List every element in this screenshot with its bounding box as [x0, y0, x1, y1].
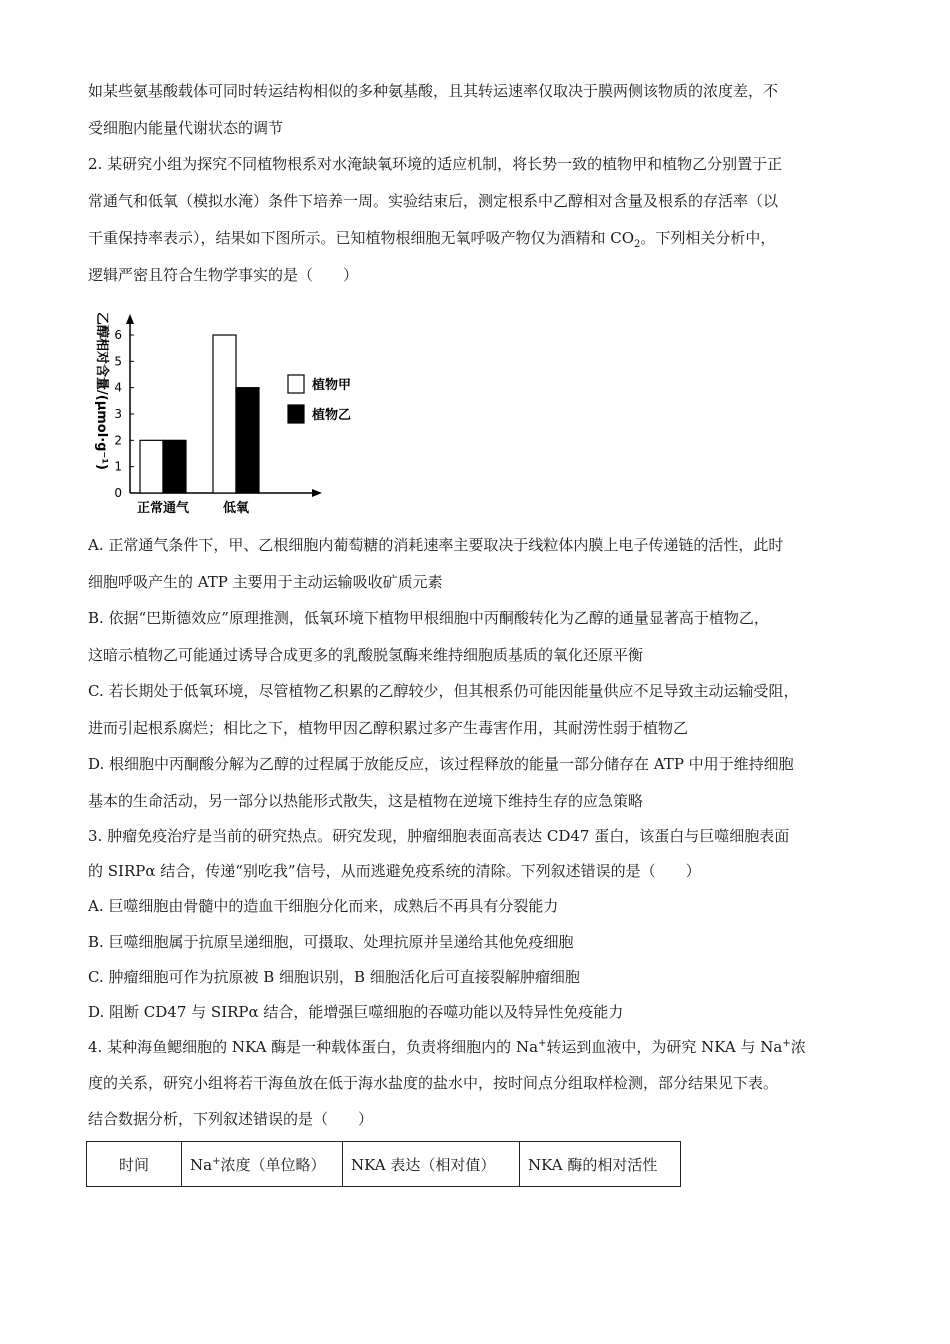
legend-label: 植物甲: [312, 378, 352, 393]
bar-plant-a: [140, 440, 163, 493]
category-label: 低氧: [222, 501, 250, 516]
bar-plant-a: [213, 335, 236, 493]
chart-legend: [288, 375, 351, 423]
q2-option-d-line-1: D. 根细胞中丙酮酸分解为乙醇的过程属于放能反应，该过程释放的能量一部分储存在 ATP 中用于维持细胞: [88, 755, 794, 773]
chart-category-labels: [137, 500, 250, 516]
table-header-na-concentration: Na+浓度（单位略）: [182, 1142, 343, 1187]
q1-tail-line-1: 如某些氨基酸载体可同时转运结构相似的多种氨基酸，且其转运速率仅取决于膜两侧该物质的浓度差，不: [88, 82, 779, 100]
q4-stem-line-2: 度的关系，研究小组将若干海鱼放在低于海水盐度的盐水中，按时间点分组取样检测，部分结果见下表。: [88, 1074, 779, 1092]
y-tick-label: 5: [114, 354, 122, 369]
y-tick-label: 4: [114, 380, 122, 395]
y-tick-label: 2: [114, 433, 122, 448]
q3-stem-line-1: 3. 肿瘤免疫治疗是当前的研究热点。研究发现，肿瘤细胞表面高表达 CD47 蛋白，该蛋白与巨噬细胞表面: [88, 827, 790, 845]
q2-stem-line-4: 逻辑严密且符合生物学事实的是（ ）: [88, 266, 359, 284]
q2-option-b-line-2: 这暗示植物乙可能通过诱导合成更多的乳酸脱氢酶来维持细胞质基质的氧化还原平衡: [88, 646, 644, 664]
q2-option-b-line-1: B. 依据“巴斯德效应”原理推测，低氧环境下植物甲根细胞中丙酮酸转化为乙醇的通量显著高于植物乙，: [88, 609, 769, 627]
table-header-nka-expression: NKA 表达（相对值）: [343, 1142, 520, 1187]
y-tick-label: 6: [114, 328, 122, 342]
q2-option-d-line-2: 基本的生命活动，另一部分以热能形式散失，这是植物在逆境下维持生存的应急策略: [88, 792, 644, 810]
table-header-nka-activity: NKA 酶的相对活性: [520, 1142, 681, 1187]
bar-plant-b: [236, 388, 259, 493]
chart-bars: [140, 335, 259, 493]
bar-plant-b: [163, 440, 186, 493]
legend-label: 植物乙: [312, 408, 352, 423]
category-label: 正常通气: [136, 501, 190, 516]
q4-stem-line-1: 4. 某种海鱼鳃细胞的 NKA 酶是一种载体蛋白，负责将细胞内的 Na+转运到血液中，为研究 NKA 与 Na+浓: [88, 1038, 806, 1056]
chart-y-ticks: [114, 328, 134, 500]
q3-stem-line-2: 的 SIRPα 结合，传递“别吃我”信号，从而逃避免疫系统的清除。下列叙述错误的是（ ）: [88, 862, 701, 880]
y-axis-arrow: [126, 314, 134, 324]
ethanol-bar-chart: [86, 300, 352, 525]
legend-swatch: [288, 405, 304, 423]
q2-option-a-line-1: A. 正常通气条件下，甲、乙根细胞内葡萄糖的消耗速率主要取决于线粒体内膜上电子传递链的活性，此时: [88, 536, 784, 554]
q3-option-a: A. 巨噬细胞由骨髓中的造血干细胞分化而来，成熟后不再具有分裂能力: [88, 897, 559, 915]
q3-option-d: D. 阻断 CD47 与 SIRPα 结合，能增强巨噬细胞的吞噬功能以及特异性免疫能力: [88, 1003, 624, 1021]
legend-swatch: [288, 375, 304, 393]
q2-stem-line-3: 干重保持率表示），结果如下图所示。已知植物根细胞无氧呼吸产物仅为酒精和 $CO_2$。下列相关分析中，: [88, 229, 776, 250]
q2-stem-line-1: 2. 某研究小组为探究不同植物根系对水淹缺氧环境的适应机制，将长势一致的植物甲和植物乙分别置于正: [88, 155, 783, 173]
q3-option-c: C. 肿瘤细胞可作为抗原被 B 细胞识别，B 细胞活化后可直接裂解肿瘤细胞: [88, 968, 580, 986]
q4-stem-line-3: 结合数据分析，下列叙述错误的是（ ）: [88, 1110, 374, 1128]
q1-tail-line-2: 受细胞内能量代谢状态的调节: [88, 119, 284, 137]
q2-option-a-line-2: 细胞呼吸产生的 ATP 主要用于主动运输吸收矿质元素: [88, 573, 443, 591]
x-axis-arrow: [312, 489, 322, 497]
chart-y-axis-label: 乙醇相对含量/(μmol·g⁻¹): [94, 312, 109, 470]
table-header-row: [87, 1142, 681, 1187]
q2-option-c-line-2: 进而引起根系腐烂；相比之下，植物甲因乙醇积累过多产生毒害作用，其耐涝性弱于植物乙: [88, 719, 689, 737]
y-tick-label: 1: [114, 459, 122, 474]
table-header-time: 时间: [87, 1142, 182, 1187]
y-tick-label: 3: [114, 407, 122, 421]
y-tick-label: 0: [114, 486, 122, 500]
q3-option-b: B. 巨噬细胞属于抗原呈递细胞，可摄取、处理抗原并呈递给其他免疫细胞: [88, 933, 574, 951]
q4-data-table: [86, 1141, 681, 1187]
q2-stem-line-2: 常通气和低氧（模拟水淹）条件下培养一周。实验结束后，测定根系中乙醇相对含量及根系的存活率（以: [88, 192, 779, 210]
q2-option-c-line-1: C. 若长期处于低氧环境，尽管植物乙积累的乙醇较少，但其根系仍可能因能量供应不足导致主动运输受阻，: [88, 682, 799, 700]
